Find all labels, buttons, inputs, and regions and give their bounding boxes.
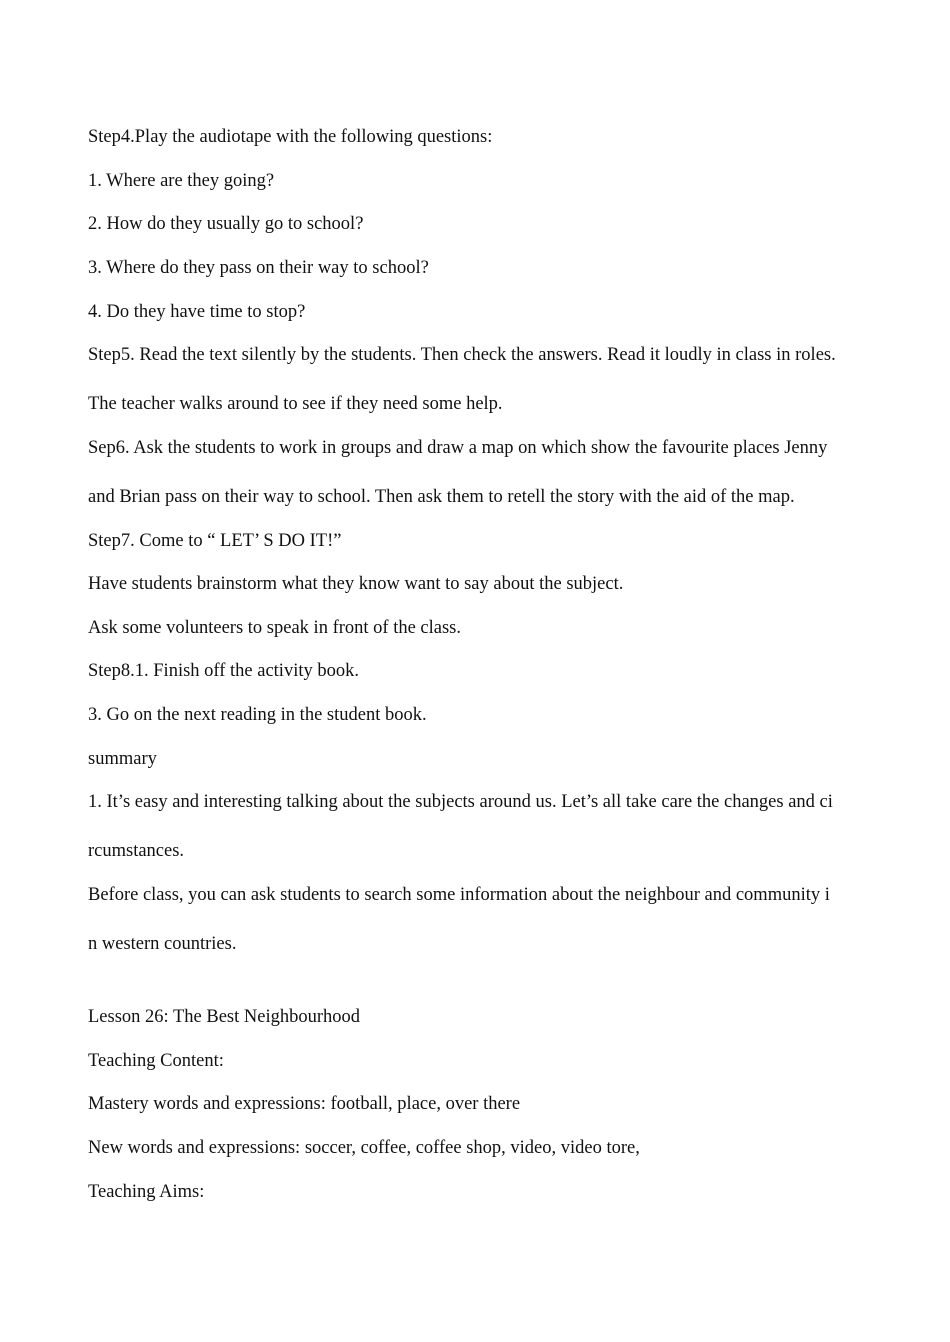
step7-volunteers: Ask some volunteers to speak in front of the class. [88,618,462,638]
question-4: 4. Do they have time to stop? [88,302,306,322]
teaching-aims-heading: Teaching Aims: [88,1182,205,1202]
lesson-title: Lesson 26: The Best Neighbourhood [88,1007,360,1027]
summary-item-1: 1. It’s easy and interesting talking about the subjects around us. Let’s all take care the changes and ci [88,792,833,812]
summary-before-class: Before class, you can ask students to search some information about the neighbour and community i [88,885,830,905]
summary-before-class-cont: n western countries. [88,934,237,954]
question-3: 3. Where do they pass on their way to school? [88,258,429,278]
summary-heading: summary [88,749,157,769]
step7-brainstorm: Have students brainstorm what they know want to say about the subject. [88,574,624,594]
question-2: 2. How do they usually go to school? [88,214,364,234]
step8-item-3: 3. Go on the next reading in the student book. [88,705,427,725]
question-1: 1. Where are they going? [88,171,275,191]
step5-text-cont: The teacher walks around to see if they need some help. [88,394,503,414]
new-words: New words and expressions: soccer, coffee, coffee shop, video, video tore, [88,1138,640,1158]
summary-item-1-cont: rcumstances. [88,841,185,861]
step6-text-cont: and Brian pass on their way to school. Then ask them to retell the story with the aid of the map. [88,487,795,507]
step7-heading: Step7. Come to “ LET’ S DO IT!” [88,531,342,551]
step6-text: Sep6. Ask the students to work in groups and draw a map on which show the favourite places Jenny [88,438,828,458]
teaching-content-heading: Teaching Content: [88,1051,224,1071]
step5-text: Step5. Read the text silently by the students. Then check the answers. Read it loudly in class in roles. [88,345,836,365]
mastery-words: Mastery words and expressions: football, place, over there [88,1094,521,1114]
step4-heading: Step4.Play the audiotape with the following questions: [88,127,493,147]
step8-heading: Step8.1. Finish off the activity book. [88,661,359,681]
